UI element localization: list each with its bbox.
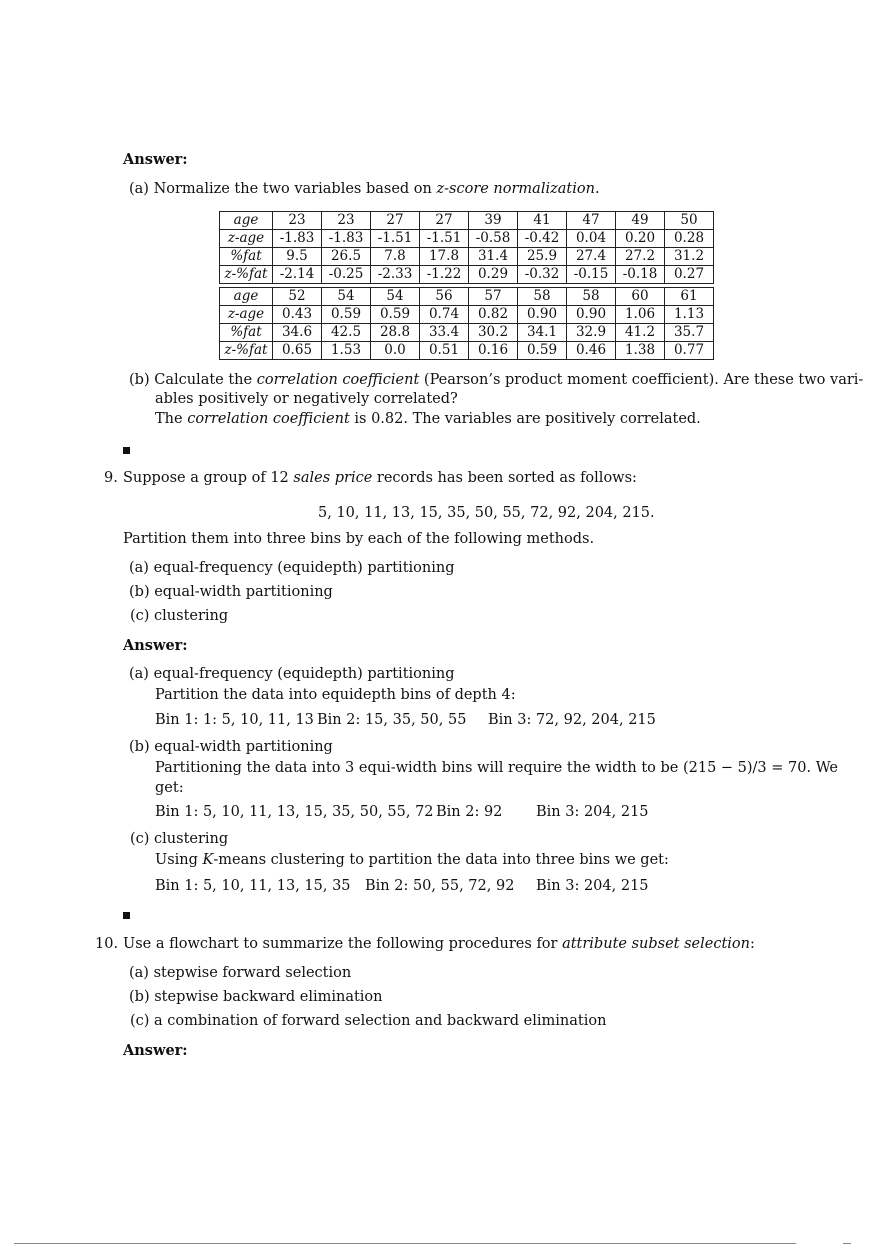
table-cell: -1.22 (420, 266, 469, 284)
qed-square-1 (123, 447, 130, 454)
table-cell: 39 (469, 212, 518, 230)
table-cell: 58 (567, 288, 616, 306)
q9-ans-c-desc: Using K-means clustering to partition the data into three bins we get: (155, 852, 669, 868)
table-cell: 17.8 (420, 248, 469, 266)
table-cell: 30.2 (469, 324, 518, 342)
answer-heading: Answer: (123, 151, 188, 168)
table-row (220, 324, 714, 342)
table-cell: 1.06 (616, 306, 665, 324)
q9-ans-a-desc: Partition the data into equidepth bins of depth 4: (155, 687, 516, 703)
q9-ans-b-bin2: Bin 2: 92 (436, 804, 503, 820)
table-cell: -0.42 (518, 230, 567, 248)
table-cell: -1.83 (273, 230, 322, 248)
qed-square-2 (123, 912, 130, 919)
q9-ans-c-title: (c) clustering (130, 831, 229, 847)
table-cell: 52 (273, 288, 322, 306)
table-cell: -0.15 (567, 266, 616, 284)
table-row (220, 230, 714, 248)
table-cell: 58 (518, 288, 567, 306)
row-header-cell: z-%fat (220, 342, 273, 360)
table-row (220, 248, 714, 266)
table-cell: -0.32 (518, 266, 567, 284)
q9-method-b: (b) equal-width partitioning (129, 584, 333, 600)
row-header-cell: z-age (220, 230, 273, 248)
table-cell: -2.33 (371, 266, 420, 284)
table-cell: 41.2 (616, 324, 665, 342)
q9-method-a: (a) equal-frequency (equidepth) partitioning (129, 560, 455, 576)
q9-partition-text: Partition them into three bins by each of the following methods. (123, 531, 595, 547)
table-cell: -2.14 (273, 266, 322, 284)
table-cell: 50 (665, 212, 714, 230)
q8-part-b (129, 372, 863, 388)
q9-ans-b-bin3: Bin 3: 204, 215 (536, 804, 649, 820)
table-cell: 47 (567, 212, 616, 230)
table-cell: 57 (469, 288, 518, 306)
table-cell: 54 (322, 288, 371, 306)
footer-rule (14, 1243, 796, 1244)
table-cell: 0.82 (469, 306, 518, 324)
q9-text: Suppose a group of 12 sales price records has been sorted as follows: (123, 470, 637, 486)
table-cell: 33.4 (420, 324, 469, 342)
table-cell: 28.8 (371, 324, 420, 342)
table-cell: 34.1 (518, 324, 567, 342)
table-cell: 0.04 (567, 230, 616, 248)
table-cell: -1.51 (420, 230, 469, 248)
table-cell: 1.13 (665, 306, 714, 324)
table-cell: 26.5 (322, 248, 371, 266)
q8-b-result: The correlation coefficient is 0.82. The variables are positively correlated. (155, 411, 701, 427)
q9-ans-a-bin1: Bin 1: 1: 5, 10, 11, 13 (155, 712, 314, 728)
table-cell: 27 (371, 212, 420, 230)
table-cell: 56 (420, 288, 469, 306)
q9-ans-a-bin3: Bin 3: 72, 92, 204, 215 (488, 712, 656, 728)
table-cell: 0.74 (420, 306, 469, 324)
q8-a-text: Normalize the two variables based on z-score normalization. (153, 181, 600, 197)
table-cell: 0.59 (322, 306, 371, 324)
table-cell: -1.83 (322, 230, 371, 248)
table-cell: 42.5 (322, 324, 371, 342)
q10-item-c: (c) a combination of forward selection and backward elimination (130, 1013, 607, 1029)
table-cell: 0.20 (616, 230, 665, 248)
table-row (220, 212, 714, 230)
table-cell: 31.2 (665, 248, 714, 266)
q9-number: 9. (104, 470, 118, 486)
row-header-cell: z-%fat (220, 266, 273, 284)
table-cell: 23 (273, 212, 322, 230)
q9-ans-b-desc1: Partitioning the data into 3 equi-width bins will require the width to be (215 − 5)/3 = 70. We (155, 760, 838, 776)
q8-a-marker: (a) (129, 181, 149, 197)
table-cell: 0.59 (518, 342, 567, 360)
table-cell: 1.53 (322, 342, 371, 360)
table-cell: 31.4 (469, 248, 518, 266)
q9-method-c: (c) clustering (130, 608, 229, 624)
q9-answer-heading: Answer: (123, 637, 188, 654)
table-cell: 61 (665, 288, 714, 306)
q9-ans-a-bin2: Bin 2: 15, 35, 50, 55 (317, 712, 467, 728)
q10-answer-heading: Answer: (123, 1042, 188, 1059)
row-header-cell: %fat (220, 248, 273, 266)
q9-ans-c-bin3: Bin 3: 204, 215 (536, 878, 649, 894)
table-row (220, 306, 714, 324)
row-header-cell: %fat (220, 324, 273, 342)
q8-b-line2: ables positively or negatively correlated? (155, 391, 458, 407)
table-row (220, 342, 714, 360)
table-cell: 0.59 (371, 306, 420, 324)
q8-b-marker: (b) (129, 372, 150, 388)
q10-number: 10. (95, 936, 119, 952)
table-cell: 9.5 (273, 248, 322, 266)
table-row (220, 288, 714, 306)
q9-ans-b-bin1: Bin 1: 5, 10, 11, 13, 15, 35, 50, 55, 72 (155, 804, 434, 820)
table-cell: 0.16 (469, 342, 518, 360)
table-cell: 27.2 (616, 248, 665, 266)
table-cell: 0.65 (273, 342, 322, 360)
q9-ans-b-title: (b) equal-width partitioning (129, 739, 333, 755)
table-cell: 0.29 (469, 266, 518, 284)
table-cell: -0.18 (616, 266, 665, 284)
table-cell: -0.25 (322, 266, 371, 284)
table-cell: 1.38 (616, 342, 665, 360)
table-cell: 0.51 (420, 342, 469, 360)
q9-ans-a-title: (a) equal-frequency (equidepth) partitioning (129, 666, 455, 682)
table-row (220, 266, 714, 284)
table-cell: 60 (616, 288, 665, 306)
table-cell: 41 (518, 212, 567, 230)
q10-text: Use a flowchart to summarize the following procedures for attribute subset selection: (123, 936, 755, 952)
table-cell: 27 (420, 212, 469, 230)
table-cell: 0.28 (665, 230, 714, 248)
table-cell: 49 (616, 212, 665, 230)
table-cell: 34.6 (273, 324, 322, 342)
table-cell: 7.8 (371, 248, 420, 266)
table-cell: 23 (322, 212, 371, 230)
table-cell: 0.0 (371, 342, 420, 360)
zscore-table-1 (219, 211, 714, 284)
table-cell: 0.43 (273, 306, 322, 324)
table-cell: -0.58 (469, 230, 518, 248)
row-header-cell: age (220, 288, 273, 306)
q8-b-line1: Calculate the correlation coefficient (Pearson’s product moment coefficient). Are these two vari- (154, 372, 864, 388)
q10-item-a: (a) stepwise forward selection (129, 965, 352, 981)
table-cell: 35.7 (665, 324, 714, 342)
table-cell: 32.9 (567, 324, 616, 342)
zscore-table-2 (219, 287, 714, 360)
table-cell: 54 (371, 288, 420, 306)
table-cell: 0.90 (567, 306, 616, 324)
table-cell: 0.77 (665, 342, 714, 360)
table-cell: 25.9 (518, 248, 567, 266)
table-cell: -1.51 (371, 230, 420, 248)
q9-ans-b-desc2: get: (155, 780, 184, 796)
table-cell: 0.46 (567, 342, 616, 360)
table-cell: 0.27 (665, 266, 714, 284)
q9-ans-c-bin2: Bin 2: 50, 55, 72, 92 (365, 878, 515, 894)
footer-dash (843, 1243, 851, 1244)
q9-data-line: 5, 10, 11, 13, 15, 35, 50, 55, 72, 92, 204, 215. (318, 505, 655, 521)
q9-ans-c-bin1: Bin 1: 5, 10, 11, 13, 15, 35 (155, 878, 351, 894)
q10-item-b: (b) stepwise backward elimination (129, 989, 383, 1005)
table-cell: 27.4 (567, 248, 616, 266)
q8-part-a (129, 181, 600, 197)
row-header-cell: age (220, 212, 273, 230)
row-header-cell: z-age (220, 306, 273, 324)
table-cell: 0.90 (518, 306, 567, 324)
